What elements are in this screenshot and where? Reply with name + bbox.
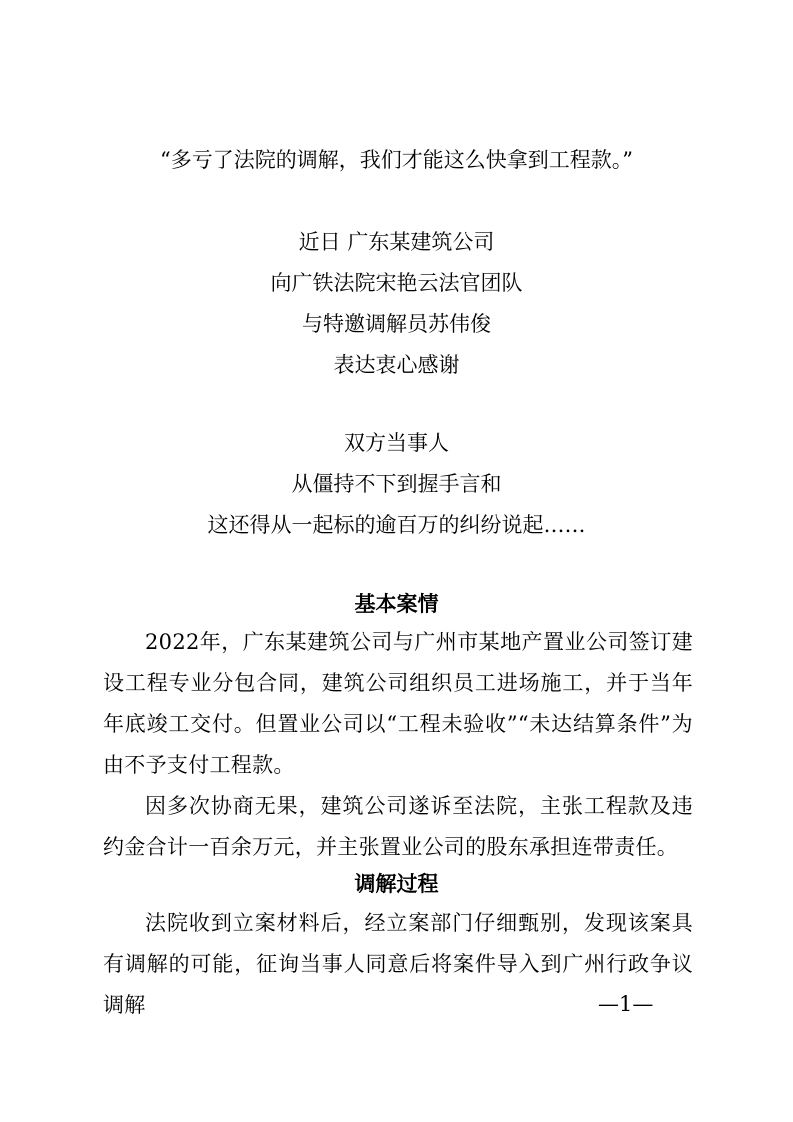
lead-line: 从僵持不下到握手言和 xyxy=(291,472,502,496)
lead-line: 这还得从一起标的逾百万的纠纷说起…… xyxy=(207,513,586,537)
intro-line: 向广铁法院宋艳云法官团队 xyxy=(270,271,523,295)
body-paragraph: 因多次协商无果，建筑公司遂诉至法院，主张工程款及违约金合计一百余万元，并主张置业公司的股东承担连带责任。 xyxy=(103,794,693,859)
body-paragraph: 法院收到立案材料后，经立案部门仔细甄别，发现该案具有调解的可能，征询当事人同意后将案件导入到广州行政争议调解 xyxy=(103,911,693,1017)
lead-line: 双方当事人 xyxy=(344,431,449,455)
page-number: —1— xyxy=(598,992,654,1016)
intro-line: 近日 广东某建筑公司 xyxy=(298,230,495,254)
opening-quote: “多亏了法院的调解，我们才能这么快拿到工程款。” xyxy=(160,148,633,172)
section-heading: 调解过程 xyxy=(354,871,439,896)
intro-line: 与特邀调解员苏伟俊 xyxy=(302,312,491,336)
intro-line: 表达衷心感谢 xyxy=(333,353,460,377)
section-heading: 基本案情 xyxy=(354,591,439,616)
body-paragraph: 2022年，广东某建筑公司与广州市某地产置业公司签订建设工程专业分包合同，建筑公司组织员工进场施工，并于当年年底竣工交付。但置业公司以“工程未验收”“未达结算条件”为由不予支付工程款。 xyxy=(103,630,693,777)
